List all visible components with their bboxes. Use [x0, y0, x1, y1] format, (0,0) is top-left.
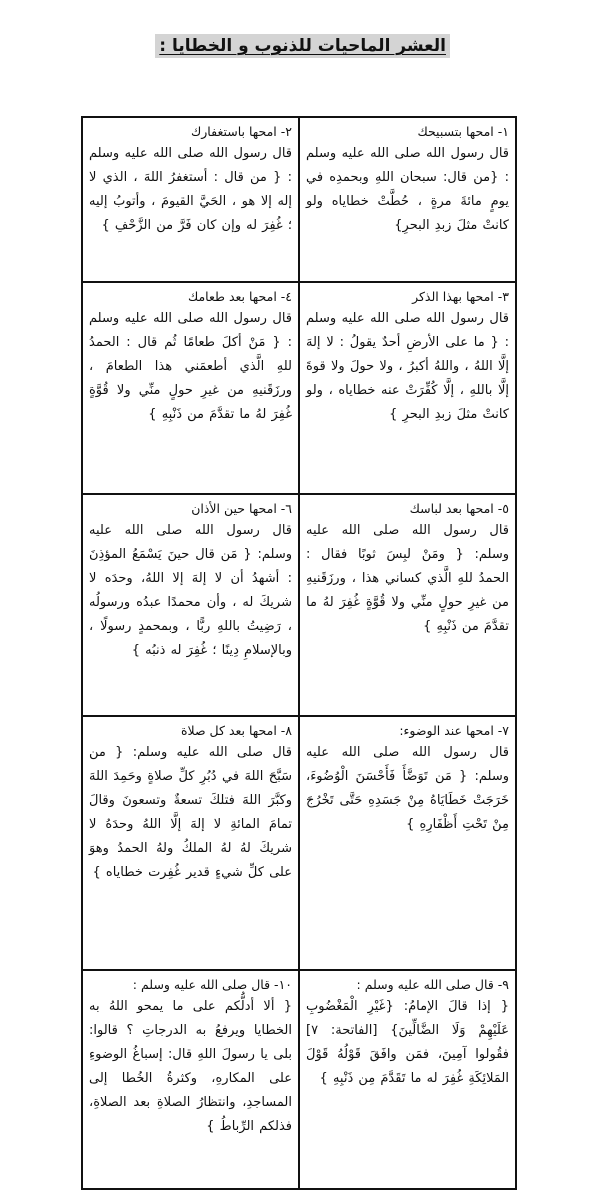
hadith-cell-7	[299, 716, 516, 970]
hadith-cell-10	[82, 970, 299, 1189]
hadith-text: قال رسول الله صلى الله عليه وسلم: { ومَنْ لبِسَ ثوبًا فقال : الحمدُ للهِ الَّذي كساني هذا ، ورزَقَنيهِ من غيرِ حولٍ منِّي ولا قُوَّةٍ غُفِرَ لهُ ما تقدَّمَ من ذَنْبِهِ }	[306, 523, 509, 634]
hadith-text: قال رسول الله صلى الله عليه وسلم : { مَنْ أكلَ طعامًا ثُم قال : الحمدُ للهِ الَّذي أطعمَني هذا الطعامَ ، ورزَقَنيهِ من غيرِ حولٍ منِّي ولا قُوَّةٍ غُفِرَ لهُ ما تقدَّمَ من ذَنْبِهِ }	[89, 311, 292, 422]
hadith-cell-1	[299, 117, 516, 282]
hadith-text: قال رسول الله صلى الله عليه وسلم: { مَن تَوَضَّأَ فَأَحْسَنَ الْوُضُوءَ، خَرَجَتْ خَطَايَاهُ مِنْ جَسَدِهِ حَتَّى تَخْرُجَ مِنْ تَحْتِ أَظْفَارِهِ }	[306, 745, 509, 832]
hadith-text: قال صلى الله عليه وسلم: { من سَبَّحَ اللهَ في دُبُرِ كلِّ صلاةٍ وحَمِدَ اللهَ وكبَّرَ اللهَ فتلكَ تسعةٌ وتسعونَ وقالَ تمامَ المائةِ لا إلهَ إلَّا اللهُ وحدَهُ لا شريكَ لهُ لهُ الملكُ ولهُ الحمدُ وهوَ على كلِّ شيءٍ قدير غُفِرت خطاياه }	[89, 745, 292, 880]
hadith-heading: ١- امحها بتسبيحك	[417, 124, 509, 139]
hadith-cell-8	[82, 716, 299, 970]
hadith-cell-4	[82, 282, 299, 494]
hadith-grid	[81, 116, 517, 1190]
hadith-text: قال رسول الله صلى الله عليه وسلم : { ما على الأرضِ أحدٌ يقولُ : لا إلهَ إلَّا اللهُ ، واللهُ أكبرُ ، ولا حولَ ولا قوةَ إلَّا باللهِ ، إلَّا كُفِّرَتْ عنه خطاياه ، ولو كانتْ مثلَ زبدِ البحرِ }	[306, 311, 509, 422]
hadith-heading: ٢- امحها باستغفارك	[190, 124, 292, 139]
page-title: العشر الماحيات للذنوب و الخطايا :	[155, 34, 450, 58]
hadith-cell-2	[82, 117, 299, 282]
hadith-heading: ٣- امحها بهذا الذكر	[412, 289, 509, 304]
hadith-heading: ٥- امحها بعد لباسك	[409, 501, 509, 516]
hadith-text: قال رسول الله صلى الله عليه وسلم : { من قال : أستغفرُ اللهَ ، الذي لا إله إلا هو ، الحَيَّ القيومَ ، وأتوبُ إليه ؛ غُفِرَ له وإن كان فَرَّ من الزَّحْفِ }	[89, 146, 292, 233]
hadith-heading: ٩- قال صلى الله عليه وسلم :	[356, 977, 509, 992]
hadith-heading: ٧- امحها عند الوضوء:	[399, 723, 509, 738]
hadith-heading: ٦- امحها حين الأذان	[191, 501, 292, 516]
hadith-cell-5	[299, 494, 516, 716]
hadith-cell-3	[299, 282, 516, 494]
hadith-heading: ٨- امحها بعد كل صلاة	[180, 723, 292, 738]
hadith-text: قال رسول الله صلى الله عليه وسلم: { مَن قال حينَ يَسْمَعُ المؤذِنَ : أشهدُ أن لا إلهَ إلا اللهُ، وحدَه لا شريكَ له ، وأن محمدًا عبدُه ورسولُه ، رَضِيتُ باللهِ ربًّا ، وبمحمدٍ رسولًا ، وبالإسلامِ دِينًا ؛ غُفِرَ له ذنبُه }	[89, 523, 292, 658]
hadith-text: { ألا أدلُّكم على ما يمحو اللهُ به الخطايا ويرفعُ به الدرجاتِ ؟ قالوا: بلى يا رسولَ اللهِ قال: إسباغُ الوضوءِ على المكارهِ، وكثرةُ الخُطا إلى المساجدِ، وانتظارُ الصلاةِ بعد الصلاةِ، فذلكم الرِّباطُ }	[89, 999, 292, 1134]
hadith-cell-9	[299, 970, 516, 1189]
hadith-text: قال رسول الله صلى الله عليه وسلم : {من قال: سبحان اللهِ وبحمدِه في يومٍ مائةَ مرةٍ ، حُطَّتْ خطاياه ولو كانتْ مثلَ زبدِ البحرِ}	[306, 146, 509, 233]
hadith-text: { إذا قالَ الإمامُ: {غَيْرِ الْمَغْضُوبِ عَلَيْهِمْ وَلَا الضَّالِّينَ} [الفاتحة: ٧] فقُولوا آمِينَ، فمَن وافَقَ قَوْلُهُ قَوْلَ المَلائِكَةِ غُفِرَ له ما تَقَدَّمَ مِن ذَنْبِهِ }	[306, 999, 509, 1086]
hadith-heading: ١٠- قال صلى الله عليه وسلم :	[132, 977, 292, 992]
hadith-heading: ٤- امحها بعد طعامك	[187, 289, 292, 304]
hadith-cell-6	[82, 494, 299, 716]
